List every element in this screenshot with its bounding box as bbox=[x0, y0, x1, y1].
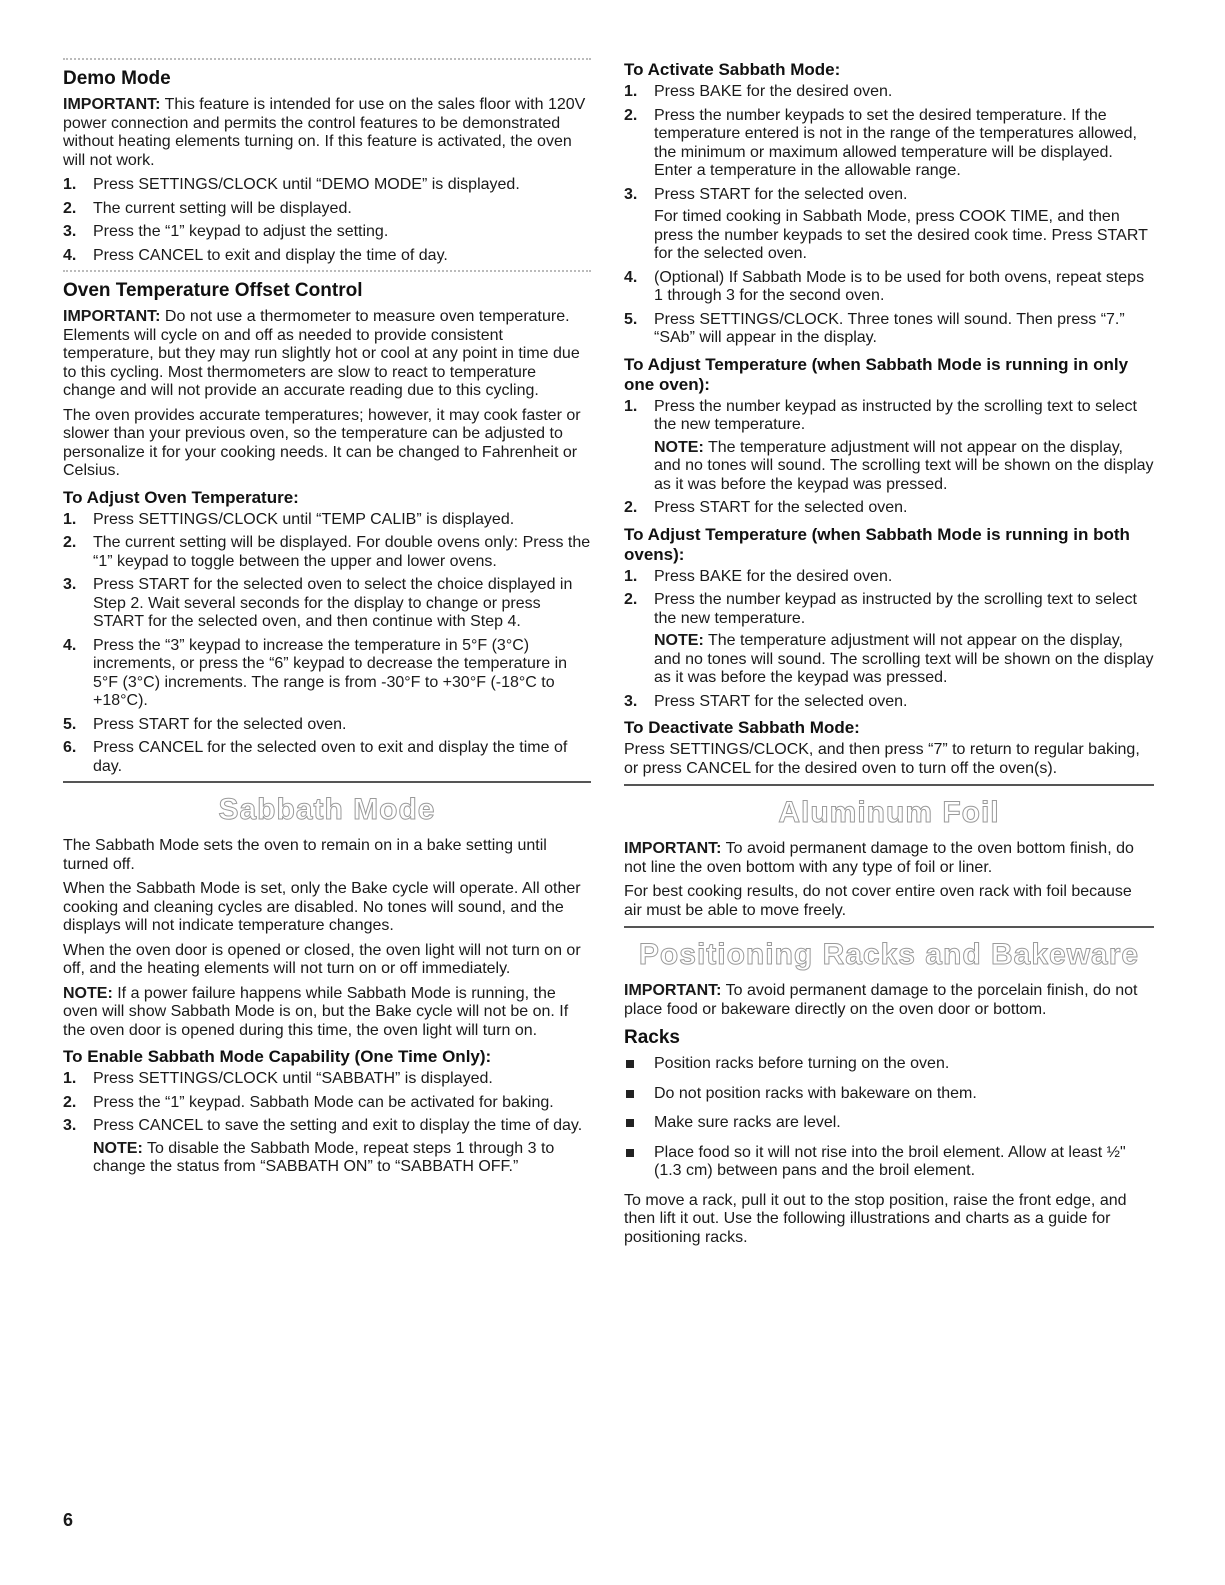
adjust-oven-temp-subheading: To Adjust Oven Temperature: bbox=[63, 487, 299, 507]
demo-steps bbox=[63, 176, 591, 265]
list-item: 1. Press BAKE for the desired oven. bbox=[624, 567, 893, 585]
step-note: NOTE: The temperature adjustment will not appear on the display, and no tones will sound. The scrolling text will be shown on the display as it was before the keypad was pressed. bbox=[654, 632, 1154, 686]
list-item: 2. Press the “1” keypad. Sabbath Mode can be activated for baking. bbox=[63, 1093, 554, 1111]
sabbath-paragraph: When the Sabbath Mode is set, only the Bake cycle will operate. All other cooking and cleaning cycles are disabled. No tones will sound, and the displays will not indicate temperature changes. bbox=[63, 880, 581, 934]
adjust-one-steps bbox=[624, 398, 1154, 518]
deactivate-text: Press SETTINGS/CLOCK, and then press “7” to return to regular baking, or press CANCEL for the desired oven to turn off the oven(s). bbox=[624, 741, 1140, 777]
offset-steps bbox=[63, 511, 591, 777]
activate-sabbath-heading: To Activate Sabbath Mode: bbox=[624, 60, 841, 79]
list-item: 1. Press SETTINGS/CLOCK until “TEMP CALIB” is displayed. bbox=[63, 510, 515, 528]
racks-bullets bbox=[624, 1055, 1154, 1181]
list-item: 3. Press the “1” keypad to adjust the setting. bbox=[63, 223, 389, 240]
activate-steps bbox=[624, 83, 1154, 348]
list-item: 2. The current setting will be displayed. bbox=[63, 199, 352, 217]
list-item: 4. (Optional) If Sabbath Mode is to be used for both ovens, repeat steps 1 through 3 for the second oven. bbox=[624, 268, 1145, 304]
list-item: 5. Press START for the selected oven. bbox=[63, 715, 347, 733]
list-item: Place food so it will not rise into the broil element. Allow at least ½" (1.3 cm) between pans and the broil element. bbox=[624, 1144, 1154, 1181]
list-item: 2. Press START for the selected oven. bbox=[624, 499, 908, 516]
bullet-square-icon bbox=[626, 1060, 634, 1068]
sabbath-note: NOTE: If a power failure happens while Sabbath Mode is running, the oven will show Sabbath Mode is on, but the Bake cycle will not be on. If the oven door is opened during this time, the oven light will turn on. bbox=[63, 984, 569, 1039]
adjust-one-oven-heading: To Adjust Temperature (when Sabbath Mode is running in only one oven): bbox=[624, 354, 1129, 394]
list-item: 6. Press CANCEL for the selected oven to exit and display the time of day. bbox=[63, 739, 568, 775]
list-item: 3. Press START for the selected oven. For timed cooking in Sabbath Mode, press COOK TIME, and then press the number keypads to set the desired cook time. Press START for the selected oven. bbox=[624, 186, 1154, 264]
step-note: NOTE: The temperature adjustment will not appear on the display, and no tones will sound. The scrolling text will be shown on the display as it was before the keypad was pressed. bbox=[654, 438, 1154, 493]
list-item: 1. Press SETTINGS/CLOCK until “SABBATH” is displayed. bbox=[63, 1070, 493, 1087]
list-item: 5. Press SETTINGS/CLOCK. Three tones will sound. Then press “7.” “SAb” will appear in the display. bbox=[624, 310, 1125, 346]
list-item: 2. Press the number keypad as instructed by the scrolling text to select the new temperature. NOTE: The temperature adjustment will not appear on the display, and no tones will sound. The scrolling text will be shown on the display as it was before the keypad was pressed. bbox=[624, 591, 1154, 686]
enable-sabbath-subheading: To Enable Sabbath Mode Capability (One Time Only): bbox=[63, 1047, 492, 1066]
offset-heading: Oven Temperature Offset Control bbox=[63, 280, 363, 301]
racks-subheading: Racks bbox=[624, 1027, 680, 1048]
section-divider bbox=[624, 784, 1154, 786]
foil-paragraph: For best cooking results, do not cover entire oven rack with foil because air must be able to move freely. bbox=[624, 883, 1132, 919]
list-item: 1. Press BAKE for the desired oven. bbox=[624, 83, 893, 100]
section-divider bbox=[63, 58, 591, 60]
offset-important: IMPORTANT: Do not use a thermometer to measure oven temperature. Elements will cycle on and off as needed to provide consistent temperature, but they may run slightly hot or cool at any point in time due to this cycling. Most thermometers are slow to react to temperature change and will not provide an accurate reading due to this cycling. bbox=[63, 308, 580, 399]
aluminum-foil-title: Aluminum Foil bbox=[778, 796, 1000, 829]
list-item: 4. Press CANCEL to exit and display the time of day. bbox=[63, 246, 448, 264]
list-item: 1. Press SETTINGS/CLOCK until “DEMO MODE” is displayed. bbox=[63, 176, 520, 193]
sabbath-paragraph: The Sabbath Mode sets the oven to remain on in a bake setting until turned off. bbox=[63, 837, 547, 873]
racks-paragraph: To move a rack, pull it out to the stop position, raise the front edge, and then lift it out. Use the following illustrations and charts as a guide for positioning racks. bbox=[624, 1191, 1127, 1246]
list-item: 3. Press START for the selected oven to select the choice displayed in Step 2. Wait several seconds for the display to change or press START for the selected oven, and then continue with Step 4. bbox=[63, 576, 573, 630]
demo-mode-heading: Demo Mode bbox=[63, 68, 171, 89]
page-number: 6 bbox=[63, 1510, 74, 1530]
sabbath-paragraph: When the oven door is opened or closed, the oven light will not turn on or off, and the heating elements will not turn on or off immediately. bbox=[63, 941, 581, 977]
deactivate-sabbath-heading: To Deactivate Sabbath Mode: bbox=[624, 718, 860, 737]
sabbath-mode-title: Sabbath Mode bbox=[218, 793, 436, 826]
list-item: Position racks before turning on the oven. bbox=[624, 1055, 1154, 1074]
demo-important: IMPORTANT: This feature is intended for use on the sales floor with 120V power connection and permits the control features to be demonstrated without heating elements turning on. If this feature is activated, the oven will not work. bbox=[63, 96, 586, 169]
right-column bbox=[624, 58, 1154, 1253]
section-divider bbox=[63, 270, 591, 272]
adjust-both-ovens-heading: To Adjust Temperature (when Sabbath Mode is running in both ovens): bbox=[624, 524, 1130, 564]
list-item: 2. The current setting will be displayed. For double ovens only: Press the “1” keypad to toggle between the upper and lower ovens. bbox=[63, 534, 591, 570]
bullet-square-icon bbox=[626, 1119, 634, 1127]
list-item: 1. Press the number keypad as instructed by the scrolling text to select the new temperature. NOTE: The temperature adjustment will not appear on the display, and no tones will sound. The scrolling text will be shown on the display as it was before the keypad was pressed. bbox=[624, 397, 1154, 493]
list-item: 3. Press START for the selected oven. bbox=[624, 692, 908, 710]
section-divider bbox=[624, 926, 1154, 928]
list-item: 3. Press CANCEL to save the setting and exit to display the time of day. NOTE: To disable the Sabbath Mode, repeat steps 1 through 3 to change the status from “SABBATH ON” to “SABBATH OFF.” bbox=[63, 1117, 591, 1177]
section-divider bbox=[63, 781, 591, 783]
adjust-both-steps bbox=[624, 568, 1154, 712]
offset-paragraph: The oven provides accurate temperatures; however, it may cook faster or slower than your previous oven, so the temperature can be adjusted to personalize it for your cooking needs. It can be changed to Fahrenheit or Celsius. bbox=[63, 406, 581, 479]
step-note: NOTE: To disable the Sabbath Mode, repeat steps 1 through 3 to change the status from “SABBATH ON” to “SABBATH OFF.” bbox=[93, 1139, 555, 1175]
bullet-square-icon bbox=[626, 1090, 634, 1098]
bullet-square-icon bbox=[626, 1149, 634, 1157]
list-item: Do not position racks with bakeware on them. bbox=[624, 1085, 1154, 1104]
racks-important: IMPORTANT: To avoid permanent damage to the porcelain finish, do not place food or bakeware directly on the oven door or bottom. bbox=[624, 982, 1138, 1018]
foil-important: IMPORTANT: To avoid permanent damage to the oven bottom finish, do not line the oven bottom with any type of foil or liner. bbox=[624, 840, 1134, 876]
step-note: For timed cooking in Sabbath Mode, press COOK TIME, and then press the number keypads to set the desired cook time. Press START for the selected oven. bbox=[654, 208, 1148, 262]
list-item: 4. Press the “3” keypad to increase the temperature in 5°F (3°C) increments, or press the “6” keypad to decrease the temperature in 5°F (3°C) increments. The range is from -30°F to +30°F (-18°C to +18°C). bbox=[63, 636, 568, 709]
left-column bbox=[63, 58, 591, 1182]
list-item: 2. Press the number keypads to set the desired temperature. If the temperature entered is not in the range of the temperatures allowed, the minimum or maximum allowed temperature will be displayed. Enter a temperature in the allowable range. bbox=[624, 106, 1137, 179]
positioning-racks-title: Positioning Racks and Bakeware bbox=[638, 938, 1140, 971]
enable-steps bbox=[63, 1070, 591, 1177]
list-item: Make sure racks are level. bbox=[624, 1114, 1154, 1133]
